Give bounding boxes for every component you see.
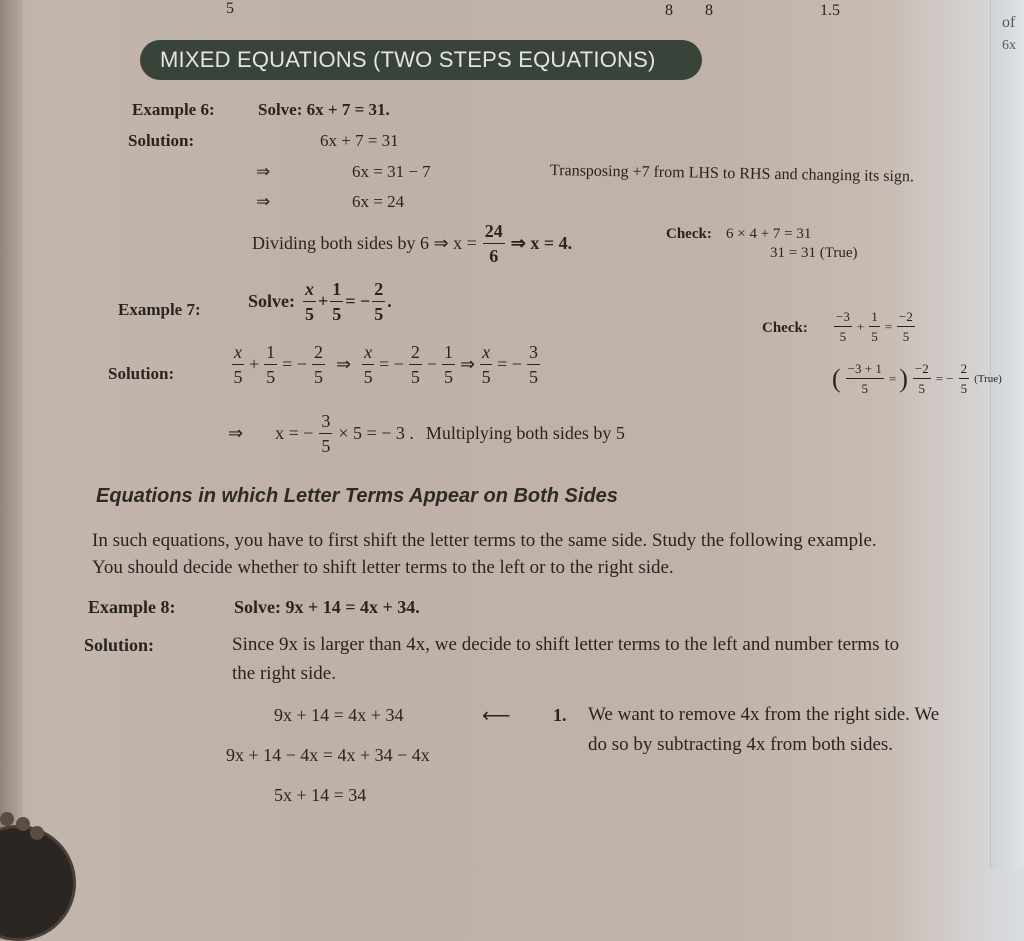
fraction: $\frac{1}{5}$: [444, 342, 454, 387]
check-line: 6 × 4 + 7 = 31: [726, 226, 812, 242]
example-7-label: Example 7:: [118, 300, 201, 319]
note-line: do so by subtracting 4x from both sides.: [588, 734, 894, 755]
section-heading: Equations in which Letter Terms Appear on Both Sides: [96, 485, 618, 507]
adjacent-page-text: of: [1002, 14, 1016, 31]
equation-step: 5x + 14 = 34: [274, 785, 367, 805]
fraction: $\frac{24}{6}$: [484, 221, 503, 266]
equation-step: 6x = 24: [352, 192, 405, 211]
fraction: $\frac{2}{5}$: [410, 342, 420, 387]
fraction: $\frac{2}{5}$: [374, 279, 384, 324]
solution-text-line: the right side.: [232, 663, 336, 684]
check-label: Check:: [762, 320, 808, 336]
check-line-1: $\frac{-3}{5}$ + $\frac{1}{5}$ = $\frac{-2}{5}$: [836, 309, 913, 344]
fraction: $\frac{3}{5}$: [528, 342, 538, 387]
fraction: $\frac{2}{5}$: [960, 361, 968, 396]
dividing-line: [252, 222, 572, 265]
decorative-object: [0, 825, 76, 941]
check-label: Check:: [666, 226, 712, 242]
fraction: $\frac{-3 + 1}{5}$: [847, 361, 882, 396]
decorative-dot: [30, 826, 44, 840]
equation-step: 6x + 7 = 31: [320, 131, 399, 150]
fraction: $\frac{x}{5}$: [305, 279, 314, 324]
previous-content-fragment: 8: [665, 2, 673, 19]
check-line-2: ( $\frac{-3 + 1}{5}$ = ) $\frac{-2}{5}$ = − $\frac{2}{5}$ (True): [832, 361, 1002, 396]
section-banner: MIXED EQUATIONS (TWO STEPS EQUATIONS): [140, 40, 702, 80]
fraction: $\frac{-2}{5}$: [899, 309, 913, 344]
previous-content-fragment: 5: [226, 0, 234, 17]
note-number: 1.: [553, 705, 567, 725]
example-8-label: Example 8:: [88, 597, 176, 617]
fraction: $\frac{2}{5}$: [313, 342, 323, 387]
fraction: $\frac{x}{5}$: [363, 342, 373, 387]
note-line: We want to remove 4x from the right side. We: [588, 704, 940, 725]
example-7-solution-label: Solution:: [108, 364, 175, 383]
adjacent-page: [990, 0, 1024, 869]
step-note: Transposing +7 from LHS to RHS and changing its sign.: [549, 162, 915, 186]
previous-content-fragment: 1.5: [820, 2, 840, 19]
example-7-final-line: ⇒ x = − $\frac{3}{5}$ × 5 = − 3 . Multiplying both sides by 5: [228, 411, 625, 456]
book-binding-edge: [0, 0, 22, 869]
section-paragraph-line: In such equations, you have to first shift the letter terms to the same side. Study the following example.: [92, 530, 877, 551]
fraction: $\frac{x}{5}$: [233, 342, 243, 387]
example-6-problem: Solve: 6x + 7 = 31.: [258, 100, 390, 119]
dividing-prefix: Dividing both sides by 6 ⇒ x =: [252, 233, 477, 253]
equation-step: 9x + 14 = 4x + 34: [274, 705, 404, 725]
decorative-dot: [0, 812, 14, 826]
decorative-dot: [16, 817, 30, 831]
implies-arrow: ⇒: [256, 162, 271, 181]
left-arrow-icon: ⟵: [482, 705, 511, 727]
fraction: $\frac{-3}{5}$: [836, 309, 850, 344]
solve-label: Solve:: [248, 291, 295, 311]
section-paragraph-line: You should decide whether to shift letter terms to the left or to the right side.: [92, 557, 674, 578]
implies-arrow: ⇒: [228, 423, 244, 443]
example-7-solution-line: $\frac{x}{5}$ + $\frac{1}{5}$ = − $\frac{2}{5}$ ⇒ $\frac{x}{5}$ = − $\frac{2}{5}$ − $\frac{1}{5}$ ⇒ $\frac{x}{5}$ = − $\frac{3}{5}$: [233, 342, 538, 387]
implies-arrow: ⇒: [335, 354, 352, 374]
fraction: $\frac{1}{5}$: [871, 309, 878, 344]
implies-arrow: ⇒: [460, 354, 476, 374]
solution-text-line: Since 9x is larger than 4x, we decide to shift letter terms to the left and number terms to: [232, 634, 900, 655]
example-6-label: Example 6:: [132, 100, 215, 119]
implies-arrow: ⇒: [256, 192, 271, 211]
check-line: 31 = 31 (True): [770, 245, 858, 261]
example-6-solution-label: Solution:: [128, 131, 195, 150]
equation-step: 9x + 14 − 4x = 4x + 34 − 4x: [226, 745, 430, 765]
adjacent-page-text: 6x: [1002, 38, 1016, 53]
example-8-problem: Solve: 9x + 14 = 4x + 34.: [234, 597, 420, 617]
fraction: $\frac{1}{5}$: [332, 279, 342, 324]
equation-step: 6x = 31 − 7: [352, 162, 431, 181]
dividing-result: ⇒ x = 4.: [510, 233, 573, 253]
step-note: Multiplying both sides by 5: [425, 423, 625, 443]
previous-content-fragment: 8: [705, 2, 713, 19]
fraction: $\frac{-2}{5}$: [914, 361, 929, 396]
example-7-problem: Solve: $\frac{x}{5}$ + $\frac{1}{5}$ = − $\frac{2}{5}$ .: [248, 279, 392, 324]
fraction: $\frac{1}{5}$: [266, 342, 276, 387]
fraction: $\frac{x}{5}$: [481, 342, 491, 387]
example-8-solution-label: Solution:: [84, 635, 155, 655]
fraction: $\frac{3}{5}$: [321, 411, 331, 456]
